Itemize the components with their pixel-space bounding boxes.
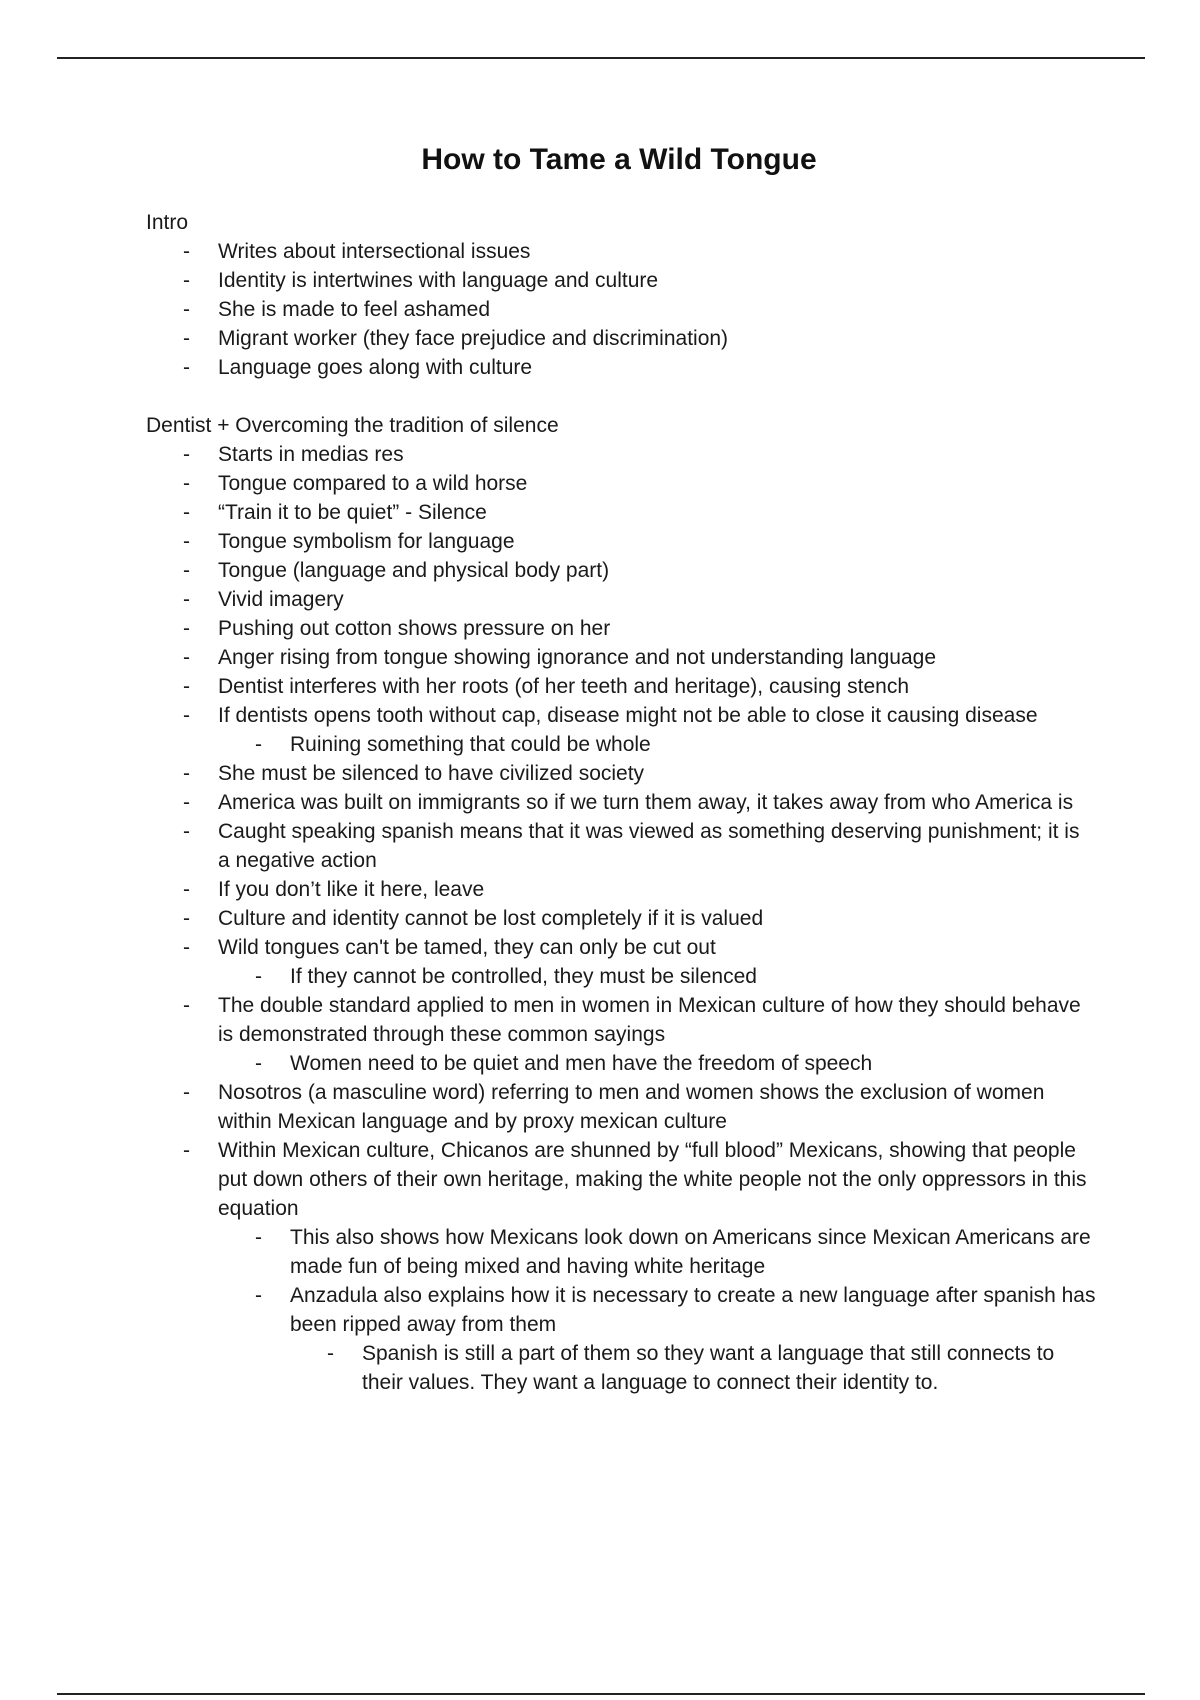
section-heading-intro: Intro — [146, 211, 189, 234]
list-item: - Pushing out cotton shows pressure on her — [218, 614, 1096, 643]
list-item: - Identity is intertwines with language and culture — [218, 266, 1096, 295]
list-item: - Caught speaking spanish means that it was viewed as something deserving punishment; it is a negative action — [218, 817, 1096, 875]
list-item: - Writes about intersectional issues — [218, 237, 1096, 266]
sub-sub-list — [290, 1339, 1096, 1397]
list-item — [218, 701, 1096, 759]
list-item-text: Wild tongues can't be tamed, they can only be cut out — [218, 936, 716, 959]
sub-sub-list-item: - Spanish is still a part of them so they want a language that still connects to their values. They want a language to connect their identity to. — [362, 1339, 1096, 1397]
list-item-text: Within Mexican culture, Chicanos are shunned by “full blood” Mexicans, showing that people put down others of their own heritage, making the white people not the only oppressors in this equation — [218, 1139, 1087, 1220]
list-item: - “Train it to be quiet” - Silence — [218, 498, 1096, 527]
sub-list — [218, 1223, 1096, 1397]
sub-list-item: - This also shows how Mexicans look down on Americans since Mexican Americans are made fun of being mixed and having white heritage — [290, 1223, 1096, 1281]
list-item-text: The double standard applied to men in women in Mexican culture of how they should behave is demonstrated through these common sayings — [218, 994, 1081, 1046]
section-spacer — [146, 382, 1096, 411]
list-item: - Dentist interferes with her roots (of her teeth and heritage), causing stench — [218, 672, 1096, 701]
list-item-text: If dentists opens tooth without cap, disease might not be able to close it causing disease — [218, 704, 1038, 727]
list-item: - Tongue compared to a wild horse — [218, 469, 1096, 498]
list-item: - Starts in medias res — [218, 440, 1096, 469]
list-item: - Language goes along with culture — [218, 353, 1096, 382]
list-item — [218, 991, 1096, 1078]
list-item: - America was built on immigrants so if we turn them away, it takes away from who America is — [218, 788, 1096, 817]
section-heading-dentist: Dentist + Overcoming the tradition of silence — [146, 414, 559, 437]
sub-list-item: - Women need to be quiet and men have the freedom of speech — [290, 1049, 1096, 1078]
list-item: - Nosotros (a masculine word) referring to men and women shows the exclusion of women within Mexican language and by proxy mexican culture — [218, 1078, 1096, 1136]
list-item: - Anger rising from tongue showing ignorance and not understanding language — [218, 643, 1096, 672]
sub-list-item: - If they cannot be controlled, they must be silenced — [290, 962, 1096, 991]
notes-content — [146, 208, 1096, 1397]
sub-list — [218, 962, 1096, 991]
sub-list — [218, 730, 1096, 759]
list-item: - If you don’t like it here, leave — [218, 875, 1096, 904]
sub-list-item — [290, 1281, 1096, 1397]
list-item: - She is made to feel ashamed — [218, 295, 1096, 324]
list-item: - Migrant worker (they face prejudice and discrimination) — [218, 324, 1096, 353]
list-item — [218, 933, 1096, 991]
list-item — [218, 1136, 1096, 1397]
intro-list — [146, 237, 1096, 382]
list-item: - Tongue (language and physical body part) — [218, 556, 1096, 585]
sub-list-item-text: Anzadula also explains how it is necessary to create a new language after spanish has been ripped away from them — [290, 1284, 1096, 1336]
page-title: How to Tame a Wild Tongue — [421, 143, 817, 176]
sub-list — [218, 1049, 1096, 1078]
list-item: - Tongue symbolism for language — [218, 527, 1096, 556]
top-rule — [57, 57, 1145, 59]
sub-list-item: - Ruining something that could be whole — [290, 730, 1096, 759]
list-item: - She must be silenced to have civilized society — [218, 759, 1096, 788]
list-item: - Culture and identity cannot be lost completely if it is valued — [218, 904, 1096, 933]
dentist-list — [146, 440, 1096, 1397]
bottom-rule — [57, 1693, 1145, 1695]
list-item: - Vivid imagery — [218, 585, 1096, 614]
